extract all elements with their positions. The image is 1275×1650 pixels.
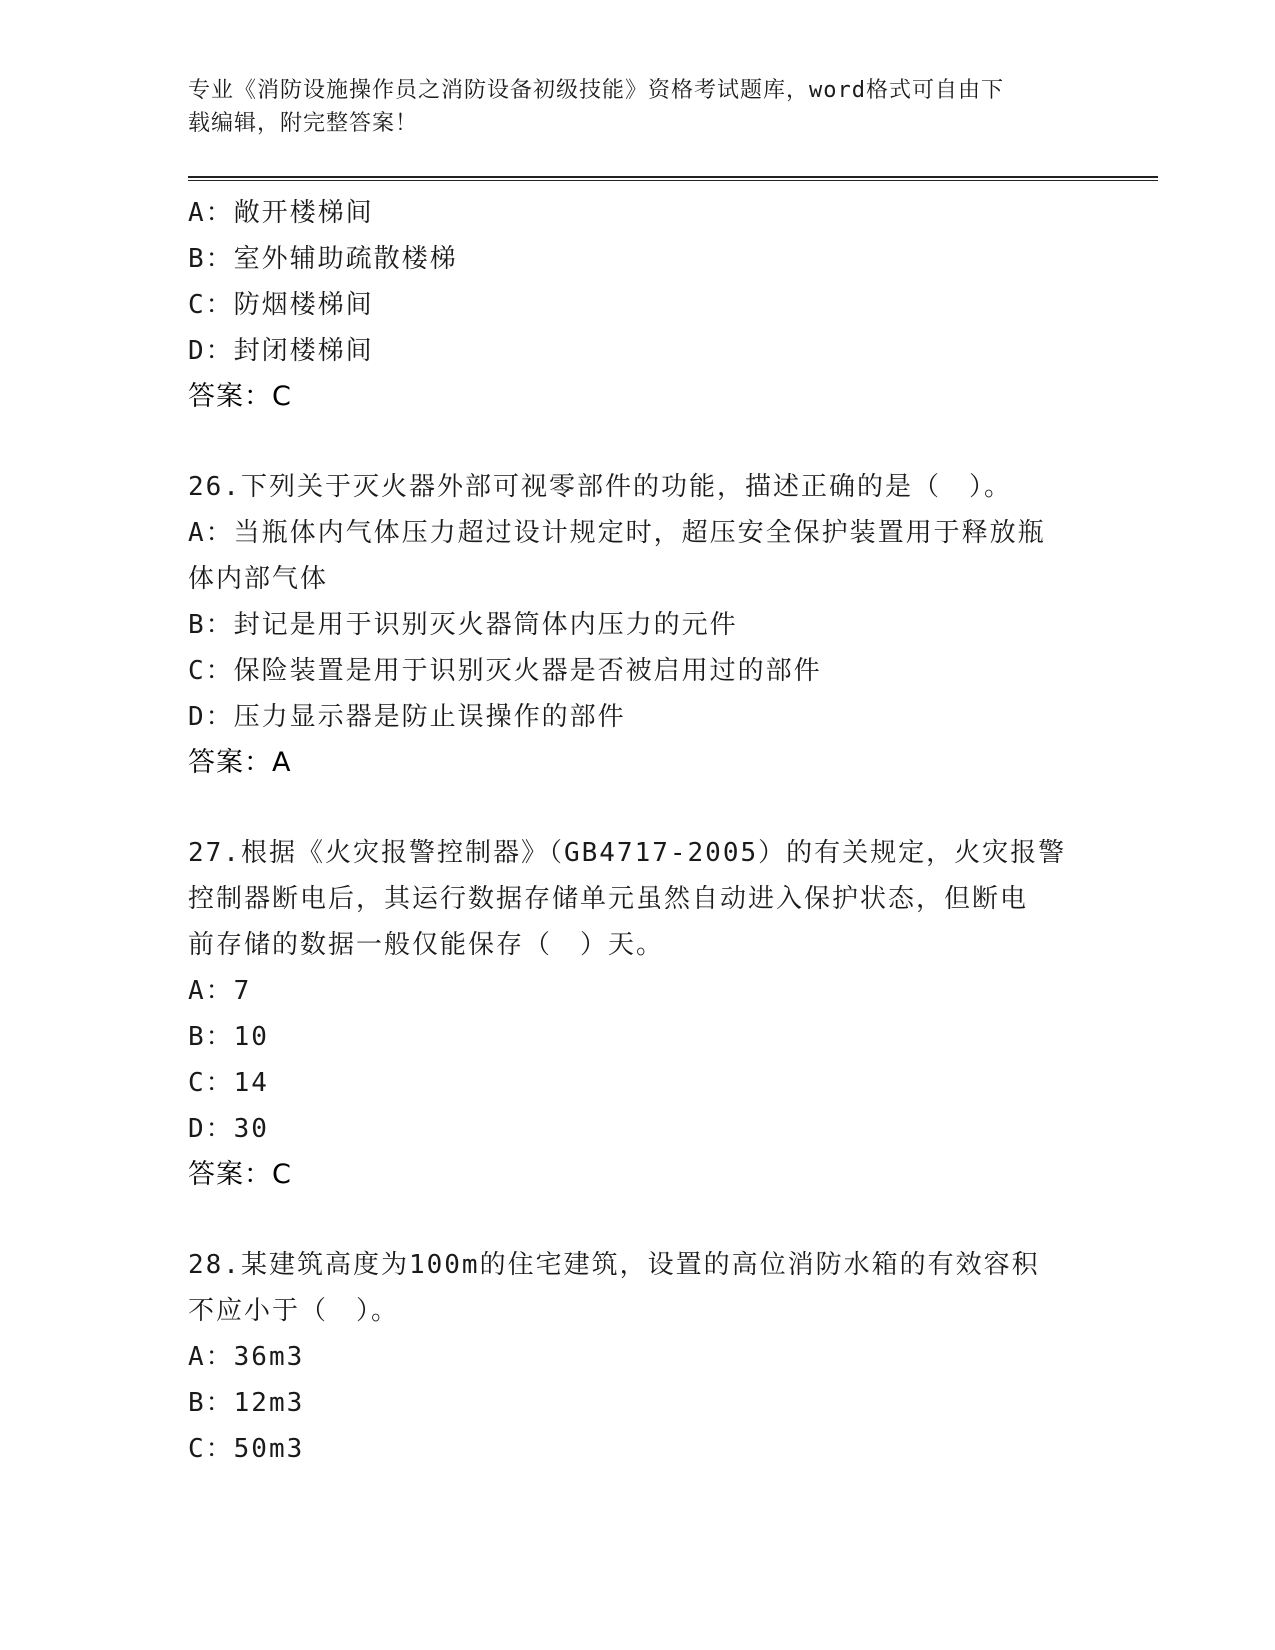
question-block-27 bbox=[188, 830, 1088, 1198]
option-a: A：当瓶体内气体压力超过设计规定时，超压安全保护装置用于释放瓶 bbox=[188, 518, 1046, 548]
header-line-2: 载编辑，附完整答案！ bbox=[188, 111, 419, 136]
option-a: A：36m3 bbox=[188, 1342, 305, 1372]
answer-line: 答案：C bbox=[188, 1159, 292, 1190]
option-d: D：封闭楼梯间 bbox=[188, 336, 374, 366]
header-line-1: 专业《消防设施操作员之消防设备初级技能》资格考试题库，word格式可自由下 bbox=[188, 78, 1004, 103]
document-header bbox=[188, 74, 1068, 140]
question-text-line-1: 28.某建筑高度为100m的住宅建筑，设置的高位消防水箱的有效容积 bbox=[188, 1250, 1040, 1280]
option-a: A：敞开楼梯间 bbox=[188, 198, 374, 228]
answer-line: 答案：A bbox=[188, 747, 292, 778]
option-b: B：12m3 bbox=[188, 1388, 305, 1418]
question-text: 26.下列关于灭火器外部可视零部件的功能，描述正确的是（ ）。 bbox=[188, 472, 1012, 502]
option-c: C：防烟楼梯间 bbox=[188, 290, 374, 320]
answer-line: 答案：C bbox=[188, 381, 292, 412]
question-list bbox=[188, 190, 1088, 1472]
option-d: D：压力显示器是防止误操作的部件 bbox=[188, 702, 626, 732]
option-c: C：14 bbox=[188, 1068, 269, 1098]
option-b: B：室外辅助疏散楼梯 bbox=[188, 244, 458, 274]
option-b: B：封记是用于识别灭火器筒体内压力的元件 bbox=[188, 610, 738, 640]
option-b: B：10 bbox=[188, 1022, 269, 1052]
option-a-continued: 体内部气体 bbox=[188, 564, 329, 594]
question-text-line-3: 前存储的数据一般仅能保存（ ）天。 bbox=[188, 930, 665, 960]
option-c: C：50m3 bbox=[188, 1434, 305, 1464]
question-block-28 bbox=[188, 1242, 1088, 1472]
header-divider bbox=[188, 176, 1158, 181]
question-text-line-1: 27.根据《火灾报警控制器》（GB4717-2005）的有关规定，火灾报警 bbox=[188, 838, 1067, 868]
question-block-26 bbox=[188, 464, 1088, 786]
question-block-25 bbox=[188, 190, 1088, 420]
question-text-line-2: 控制器断电后，其运行数据存储单元虽然自动进入保护状态，但断电 bbox=[188, 884, 1029, 914]
option-d: D：30 bbox=[188, 1114, 269, 1144]
option-c: C：保险装置是用于识别灭火器是否被启用过的部件 bbox=[188, 656, 822, 686]
question-text-line-2: 不应小于（ ）。 bbox=[188, 1296, 400, 1326]
option-a: A：7 bbox=[188, 976, 252, 1006]
